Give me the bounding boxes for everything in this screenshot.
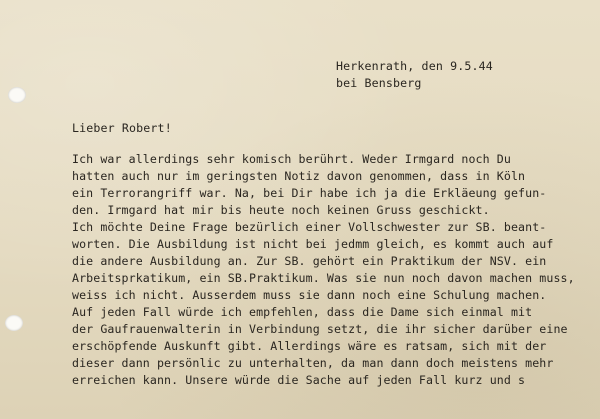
body-line: hatten auch nur im geringsten Notiz davon genommen, dass in Köln bbox=[72, 169, 526, 183]
body-line: dieser dann persönlic zu unterhalten, da man dann doch meistens mehr bbox=[72, 356, 554, 370]
body-line: erschöpfende Auskunft gibt. Allerdings wäre es ratsam, sich mit der bbox=[72, 339, 547, 353]
body-line: Arbeitsprkatikum, ein SB.Praktikum. Was sie nun noch davon machen muss, bbox=[72, 271, 575, 285]
place-date: Herkenrath, den 9.5.44 bbox=[336, 59, 493, 73]
body-line: weiss ich nicht. Ausserdem muss sie dann noch eine Schulung machen. bbox=[72, 288, 547, 302]
letter-body bbox=[72, 151, 592, 389]
punch-hole-bottom bbox=[5, 315, 23, 331]
punch-hole-top bbox=[8, 87, 26, 103]
body-line: ein Terrorangriff war. Na, bei Dir habe ich ja die Erkläeung gefun- bbox=[72, 186, 547, 200]
body-line: erreichen kann. Unsere würde die Sache auf jeden Fall kurz und s bbox=[72, 373, 526, 387]
locality: bei Bensberg bbox=[336, 76, 422, 90]
salutation: Lieber Robert! bbox=[72, 121, 172, 135]
body-line: Ich möchte Deine Frage bezürlich einer Vollschwester zur SB. beant- bbox=[72, 220, 547, 234]
body-line: der Gaufrauenwalterin in Verbindung setzt, die ihr sicher darüber eine bbox=[72, 322, 568, 336]
body-line: Auf jeden Fall würde ich empfehlen, dass die Dame sich einmal mit bbox=[72, 305, 533, 319]
body-line: die andere Ausbildung an. Zur SB. gehört ein Praktikum der NSV. ein bbox=[72, 254, 547, 268]
body-line: Ich war allerdings sehr komisch berührt. Weder Irmgard noch Du bbox=[72, 152, 511, 166]
body-line: worten. Die Ausbildung ist nicht bei jedmm gleich, es kommt auch auf bbox=[72, 237, 554, 251]
body-line: den. Irmgard hat mir bis heute noch keinen Gruss geschickt. bbox=[72, 203, 490, 217]
